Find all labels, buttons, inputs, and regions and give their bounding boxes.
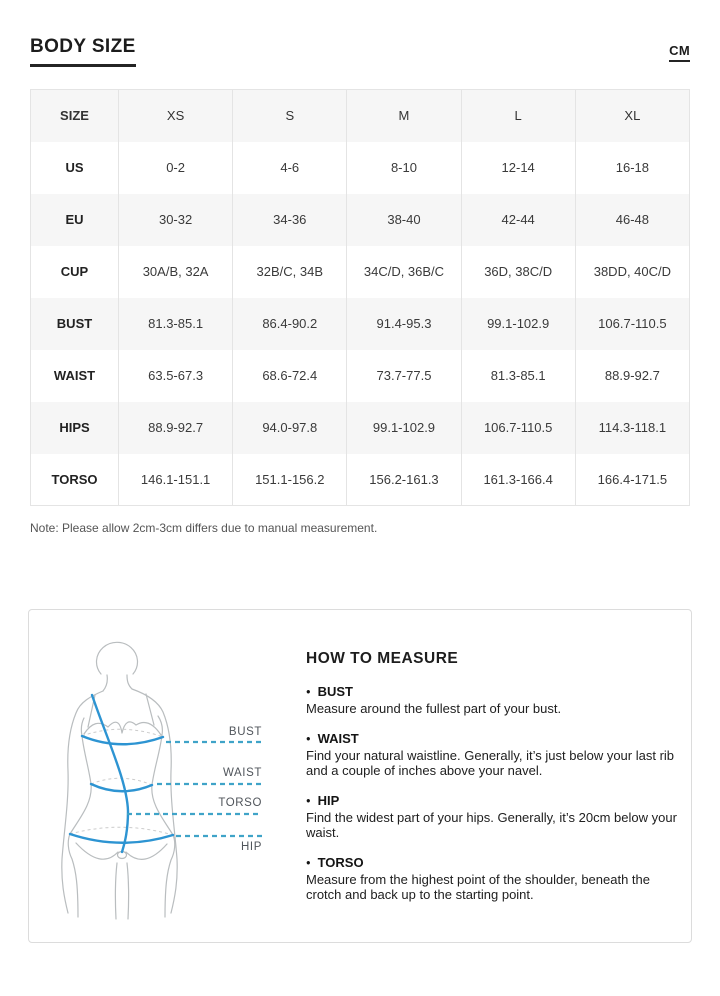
guide-term <box>306 732 684 746</box>
header-cell-l: L <box>461 90 575 142</box>
guide-term <box>306 685 684 699</box>
guide-item-hip <box>306 794 684 841</box>
figure-legs <box>115 863 128 919</box>
header-cell-s: S <box>233 90 347 142</box>
header-cell-m: M <box>347 90 461 142</box>
diagram-label-bust: BUST <box>228 726 262 738</box>
guide-term-label: BUST <box>317 684 353 699</box>
cell: 42-44 <box>461 194 575 246</box>
guide-description: Find your natural waistline. Generally, it’s just below your last rib and a couple of inches above your navel. <box>306 747 675 778</box>
cell: 106.7-110.5 <box>461 402 575 454</box>
header-cell-xl: XL <box>575 90 689 142</box>
guide-term-label: WAIST <box>317 730 359 746</box>
table-row-hips <box>31 402 690 454</box>
diagram-label-waist: WAIST <box>223 767 262 779</box>
guide-description: Measure from the highest point of the shoulder, beneath the crotch and back up to the starting point. <box>306 871 651 902</box>
guide-term-label: HIP <box>317 792 340 808</box>
cell: 30-32 <box>119 194 233 246</box>
cell: 151.1-156.2 <box>233 454 347 506</box>
guide-description: Find the widest part of your hips. Generally, it’s 20cm below your waist. <box>306 809 677 840</box>
cell: 68.6-72.4 <box>233 350 347 402</box>
cell: 0-2 <box>119 142 233 194</box>
measurement-note: Note: Please allow 2cm-3cm differs due to manual measurement. <box>30 521 378 535</box>
cell: 166.4-171.5 <box>575 454 689 506</box>
figure-torso-left <box>68 718 91 917</box>
cell: 81.3-85.1 <box>119 298 233 350</box>
page-header <box>30 36 690 67</box>
cell: 4-6 <box>233 142 347 194</box>
row-label: CUP <box>60 264 89 279</box>
header-cell-size: SIZE <box>31 90 119 142</box>
bullet-icon: • <box>306 684 311 699</box>
figure-right-arm <box>132 689 177 913</box>
guide-term <box>306 794 684 808</box>
cell: 8-10 <box>347 142 461 194</box>
cell: 146.1-151.1 <box>119 454 233 506</box>
guide-term-label: TORSO <box>317 854 364 870</box>
cell: 32B/C, 34B <box>233 246 347 298</box>
waist-measure-line <box>91 784 152 791</box>
row-label: HIPS <box>31 402 119 454</box>
row-label: BUST <box>31 298 119 350</box>
row-label: US <box>65 160 84 175</box>
cell: 106.7-110.5 <box>575 298 689 350</box>
cell: 99.1-102.9 <box>347 402 461 454</box>
table-row-waist <box>31 350 690 402</box>
figure-neck <box>103 675 132 691</box>
how-to-measure-card <box>28 609 692 943</box>
row-label: EU <box>31 194 119 246</box>
hip-measure-line <box>70 834 173 843</box>
torso-measure-line <box>92 695 128 852</box>
cell: 88.9-92.7 <box>119 402 233 454</box>
cell: 161.3-166.4 <box>461 454 575 506</box>
cell: 34C/D, 36B/C <box>347 246 461 298</box>
table-header-row <box>31 90 690 142</box>
page-title: BODY SIZE <box>30 36 136 67</box>
diagram-label-hip: HIP <box>241 841 262 853</box>
bust-measure-line <box>82 736 163 744</box>
table-row-eu <box>31 194 690 246</box>
size-chart-table <box>30 89 690 506</box>
cell: 99.1-102.9 <box>461 298 575 350</box>
header-cell-xs: XS <box>119 90 233 142</box>
measure-guide-heading: HOW TO MEASURE <box>306 650 459 667</box>
guide-item-bust <box>306 685 684 717</box>
table-row-bust <box>31 298 690 350</box>
diagram-label-torso: TORSO <box>218 797 262 809</box>
cell: 38-40 <box>347 194 461 246</box>
body-measurement-figure <box>31 623 271 931</box>
cell: 81.3-85.1 <box>461 350 575 402</box>
cell: 36D, 38C/D <box>461 246 575 298</box>
row-label: TORSO <box>51 471 98 487</box>
cell: 91.4-95.3 <box>347 298 461 350</box>
cell: 46-48 <box>575 194 689 246</box>
cell: 34-36 <box>233 194 347 246</box>
figure-head <box>97 642 138 674</box>
table-row-torso <box>31 454 690 506</box>
unit-toggle-cm[interactable]: CM <box>669 43 690 62</box>
cell: 12-14 <box>461 142 575 194</box>
guide-item-torso <box>306 856 684 903</box>
guide-item-waist <box>306 732 684 779</box>
cell: 156.2-161.3 <box>347 454 461 506</box>
cell: 63.5-67.3 <box>119 350 233 402</box>
cell: 73.7-77.5 <box>347 350 461 402</box>
bullet-icon: • <box>306 731 311 745</box>
bullet-icon: • <box>306 855 311 869</box>
guide-description: Measure around the fullest part of your bust. <box>306 701 562 716</box>
figure-hip-back-arc <box>70 827 173 835</box>
cell: 38DD, 40C/D <box>575 246 689 298</box>
figure-torso-right <box>152 716 175 917</box>
cell: 86.4-90.2 <box>233 298 347 350</box>
cell: 94.0-97.8 <box>233 402 347 454</box>
table-row-us <box>31 142 690 194</box>
cell: 30A/B, 32A <box>119 246 233 298</box>
table-row-cup <box>31 246 690 298</box>
measure-guide <box>306 650 684 918</box>
cell: 114.3-118.1 <box>575 402 689 454</box>
cell: 88.9-92.7 <box>575 350 689 402</box>
bullet-icon: • <box>306 793 311 807</box>
row-label: WAIST <box>53 368 96 383</box>
body-size-page <box>0 36 720 535</box>
cell: 16-18 <box>575 142 689 194</box>
guide-term <box>306 856 684 870</box>
